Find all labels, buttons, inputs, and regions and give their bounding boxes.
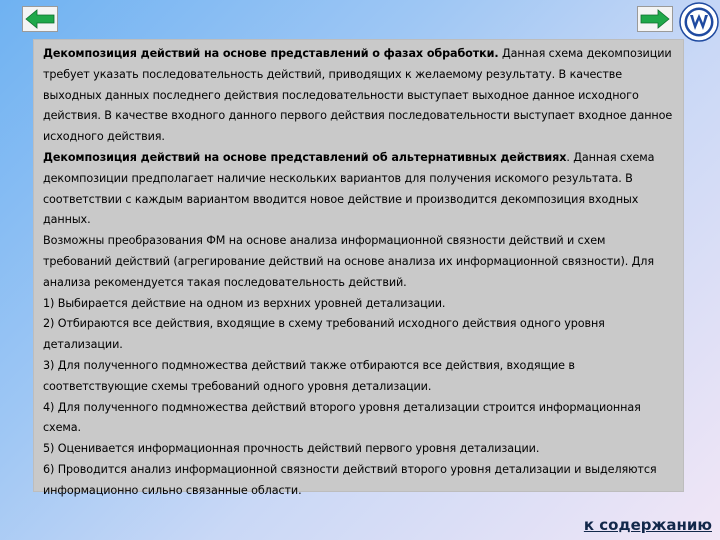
paragraph-phase-decomposition <box>43 44 675 148</box>
paragraph-alternative-decomposition <box>43 148 675 231</box>
paragraph-text: Данная схема декомпозиции требует указать последовательность действий, приводящих к желаемому результату. В качестве выходных данных последнего действия последовательности выступает выходное данное исходного действия. В качестве входного данного первого действия последовательности выступает входное данное исходного действия. <box>43 47 673 144</box>
step-item: 6) Проводится анализ информационной связности действий второго уровня детализации и выделяются информационно сильно связанные области. <box>43 462 657 497</box>
step-item: 3) Для полученного подмножества действий также отбираются все действия, входящие в соответствующие схемы требований одного уровня детализации. <box>43 358 575 393</box>
paragraph-heading: Декомпозиция действий на основе представлений об альтернативных действиях <box>43 150 567 164</box>
forward-button[interactable] <box>637 6 673 32</box>
back-button[interactable] <box>22 6 58 32</box>
step-item: 5) Оценивается информационная прочность действий первого уровня детализации. <box>43 442 540 456</box>
paragraph-heading: Декомпозиция действий на основе представлений о фазах обработки. <box>43 47 499 60</box>
paragraph-text: . Данная схема декомпозиции предполагает наличие нескольких вариантов для получения искомого результата. В соответствии с каждым вариантом вводится новое действие и производится декомпозиция входных данных. <box>43 150 655 227</box>
step-item: 4) Для полученного подмножества действий второго уровня детализации строится информационная схема. <box>43 400 641 435</box>
university-emblem-icon <box>679 2 719 42</box>
arrow-left-icon <box>22 6 58 32</box>
step-item: 2) Отбираются все действия, входящие в схему требований исходного действия одного уровня детализации. <box>43 317 605 352</box>
content-panel <box>33 39 684 497</box>
paragraph-transformations: Возможны преобразования ФМ на основе анализа информационной связности действий и схем требований действий (агрегирование действий на основе анализа их информационной связности). Для анализа рекомендуется такая последовательность действий. <box>43 234 654 289</box>
table-of-contents-link[interactable]: к содержанию <box>583 516 712 534</box>
step-item: 1) Выбирается действие на одном из верхних уровней детализации. <box>43 296 446 310</box>
arrow-right-icon <box>637 6 673 32</box>
